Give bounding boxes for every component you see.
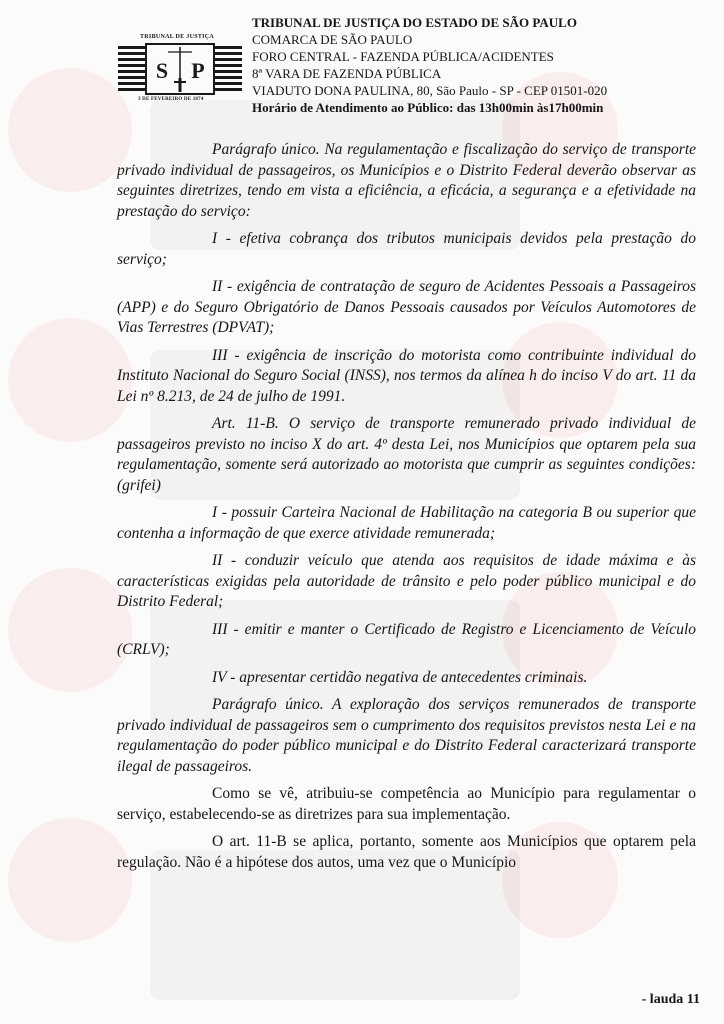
foro-line: FORO CENTRAL - FAZENDA PÚBLICA/ACIDENTES — [252, 49, 554, 64]
document-body — [117, 140, 696, 880]
paragraph: Art. 11-B. O serviço de transporte remunerado privado individual de passageiros previsto no inciso X do art. 4º desta Lei, nos Municípios que optarem pela sua regulamentação, somente será autorizado ao motorista que cumprir as seguintes condições: (grifei) — [117, 415, 696, 494]
paragraph: I - efetiva cobrança dos tributos municipais devidos pela prestação do serviço; — [117, 230, 696, 268]
hours-line: Horário de Atendimento ao Público: das 13h00min às17h00min — [252, 100, 604, 115]
vara-line: 8ª VARA DE FAZENDA PÚBLICA — [252, 66, 442, 81]
document-header — [118, 14, 718, 126]
comarca-line: COMARCA DE SÃO PAULO — [252, 32, 413, 47]
paragraph: II - exigência de contratação de seguro de Acidentes Pessoais a Passageiros (APP) e do Seguro Obrigatório de Danos Pessoais causados por Veículos Automotores de Vias Terrestres (DPVAT); — [117, 278, 696, 336]
svg-text:P: P — [191, 58, 205, 83]
court-seal-logo — [118, 34, 242, 110]
court-info — [252, 14, 607, 116]
seal-top-text: TRIBUNAL DE JUSTIÇA — [140, 34, 215, 40]
seal-bottom-text: 3 DE FEVEREIRO DE 1874 — [138, 97, 204, 102]
court-name: TRIBUNAL DE JUSTIÇA DO ESTADO DE SÃO PAULO — [252, 15, 577, 30]
page-number: - lauda 11 — [641, 992, 700, 1007]
paragraph: IV - apresentar certidão negativa de antecedentes criminais. — [212, 668, 588, 686]
paragraph: Como se vê, atribuiu-se competência ao Município para regulamentar o serviço, estabelecendo-se as diretrizes para sua implementação. — [117, 785, 696, 823]
address-line: VIADUTO DONA PAULINA, 80, São Paulo - SP - CEP 01501-020 — [252, 83, 608, 98]
paragraph: Parágrafo único. Na regulamentação e fiscalização do serviço de transporte privado individual de passageiros, os Municípios e o Distrito Federal deverão observar as seguintes diretrizes, tendo em vista a eficiência, a eficácia, a segurança e a efetividade na prestação do serviço: — [117, 141, 696, 220]
svg-text:S: S — [155, 58, 169, 83]
paragraph: II - conduzir veículo que atenda aos requisitos de idade máxima e às características exigidas pela autoridade de trânsito e pelo poder público municipal e do Distrito Federal; — [117, 552, 696, 610]
paragraph: III - emitir e manter o Certificado de Registro e Licenciamento de Veículo (CRLV); — [117, 620, 696, 658]
paragraph: Parágrafo único. A exploração dos serviços remunerados de transporte privado individual de passageiros sem o cumprimento dos requisitos previstos nesta Lei e na regulamentação do poder público municipal e do Distrito Federal caracterizará transporte ilegal de passageiros. — [117, 696, 696, 775]
paragraph: O art. 11-B se aplica, portanto, somente aos Municípios que optarem pela regulação. Não é a hipótese dos autos, uma vez que o Município — [117, 833, 696, 871]
paragraph: III - exigência de inscrição do motorista como contribuinte individual do Instituto Nacional do Seguro Social (INSS), nos termos da alínea h do inciso V do art. 11 da Lei nº 8.213, de 24 de julho de 1991. — [117, 346, 696, 405]
paragraph: I - possuir Carteira Nacional de Habilitação na categoria B ou superior que contenha a informação de que exerce atividade remunerada; — [117, 504, 696, 542]
